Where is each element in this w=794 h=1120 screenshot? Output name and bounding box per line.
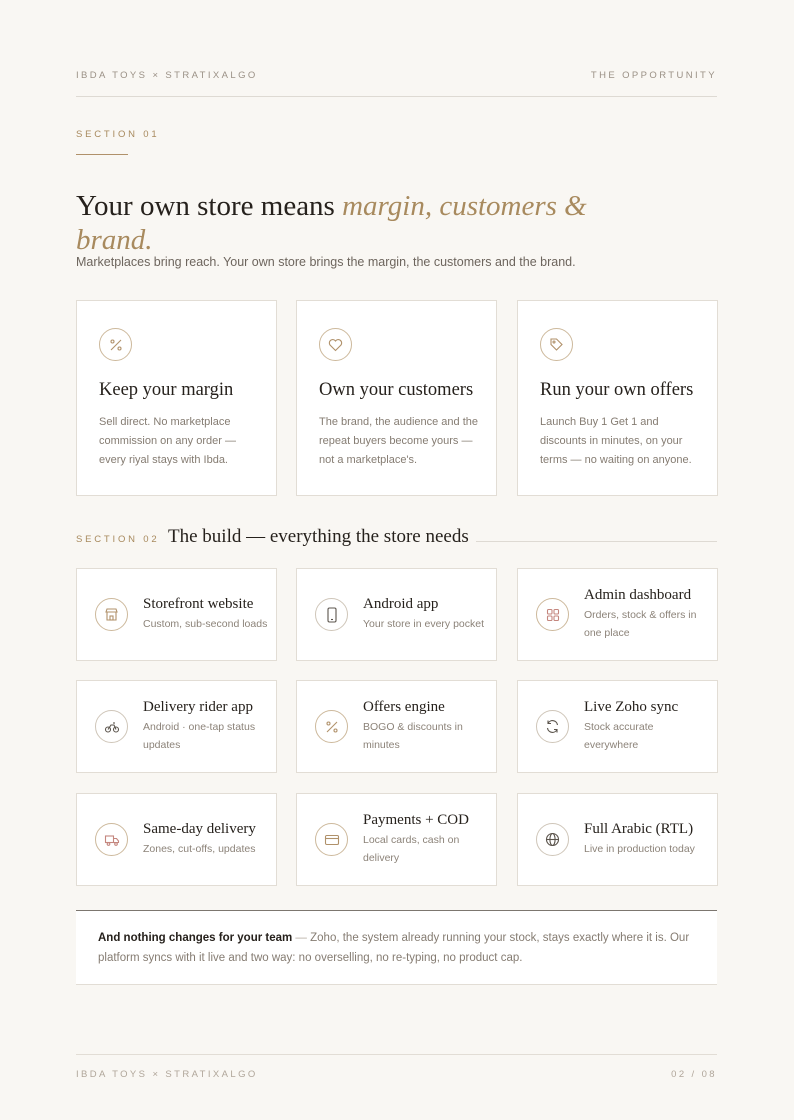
phone-icon (315, 598, 348, 631)
feature-title: Offers engine (363, 699, 445, 715)
percent-icon (315, 710, 348, 743)
storefront-icon (95, 598, 128, 631)
section-02-title: The build — everything the store needs (168, 526, 469, 547)
feature-full-arabic (517, 793, 718, 886)
feature-storefront (76, 568, 277, 661)
team-note-lead: And nothing changes for your team (98, 932, 293, 944)
feature-title: Delivery rider app (143, 699, 253, 715)
team-note-dash: — (292, 932, 311, 944)
card-own-customers (296, 300, 497, 496)
team-note-text (98, 928, 698, 968)
feature-title: Same-day delivery (143, 821, 256, 837)
feature-sub: Android · one-tap status updates (143, 721, 256, 751)
footer-brand: IBDA TOYS × STRATIXALGO (76, 1069, 258, 1080)
card-icon (315, 823, 348, 856)
feature-sub: Orders, stock & offers in one place (584, 609, 697, 639)
feature-admin-dashboard (517, 568, 718, 661)
section-02-label: SECTION 02 (76, 534, 160, 545)
page-title (76, 189, 656, 257)
section-02-heading (76, 526, 717, 550)
feature-offers-engine (296, 680, 497, 773)
page-footer (76, 1054, 717, 1085)
feature-sub: Custom, sub-second loads (143, 618, 268, 630)
feature-same-day-delivery (76, 793, 277, 886)
feature-title: Android app (363, 596, 439, 612)
team-note (76, 910, 717, 985)
card-body: Sell direct. No marketplace commission on any order — every riyal stays with Ibda. (99, 416, 236, 466)
card-keep-margin (76, 300, 277, 496)
card-run-offers (517, 300, 718, 496)
dashboard-icon (536, 598, 569, 631)
feature-title: Full Arabic (RTL) (584, 821, 694, 837)
feature-sub: Your store in every pocket (363, 618, 485, 630)
feature-title: Storefront website (143, 596, 254, 612)
card-title: Keep your margin (99, 380, 234, 400)
card-title: Own your customers (319, 380, 474, 400)
page-header (76, 70, 717, 97)
team-note-body: Zoho, the system already running your stock, stays exactly where it is. Our platform syncs with it live and two way: no overselling, no re-typing, no product cap. (98, 932, 690, 964)
feature-sub: Zones, cut-offs, updates (143, 843, 256, 855)
heart-icon (319, 328, 352, 361)
section-02-rule (476, 541, 717, 542)
feature-sub: BOGO & discounts in minutes (363, 721, 463, 751)
feature-sub: Local cards, cash on delivery (363, 834, 460, 864)
truck-icon (95, 823, 128, 856)
headline-plain: Your own store means (76, 190, 343, 223)
feature-rider-app (76, 680, 277, 773)
card-title: Run your own offers (540, 380, 694, 400)
percent-icon (99, 328, 132, 361)
feature-title: Live Zoho sync (584, 699, 679, 715)
sync-icon (536, 710, 569, 743)
section-01-label: SECTION 01 (76, 129, 160, 140)
feature-sub: Stock accurate everywhere (584, 721, 654, 751)
header-section: THE OPPORTUNITY (590, 70, 717, 81)
card-body: The brand, the audience and the repeat buyers become yours — not a marketplace's. (319, 416, 479, 466)
feature-title: Payments + COD (363, 812, 469, 828)
feature-payments-cod (296, 793, 497, 886)
header-brand: IBDA TOYS × STRATIXALGO (76, 70, 258, 81)
headline-accent: margin, customers & brand. (76, 190, 587, 257)
feature-android-app (296, 568, 497, 661)
section-01-rule (76, 154, 128, 155)
globe-icon (536, 823, 569, 856)
feature-title: Admin dashboard (584, 587, 692, 603)
feature-zoho-sync (517, 680, 718, 773)
tag-icon (540, 328, 573, 361)
page-number: 02 / 08 (671, 1069, 717, 1080)
bike-icon (95, 710, 128, 743)
feature-sub: Live in production today (584, 843, 695, 855)
card-body: Launch Buy 1 Get 1 and discounts in minutes, on your terms — no waiting on anyone. (540, 416, 692, 466)
lede: Marketplaces bring reach. Your own store brings the margin, the customers and the brand. (76, 255, 576, 269)
